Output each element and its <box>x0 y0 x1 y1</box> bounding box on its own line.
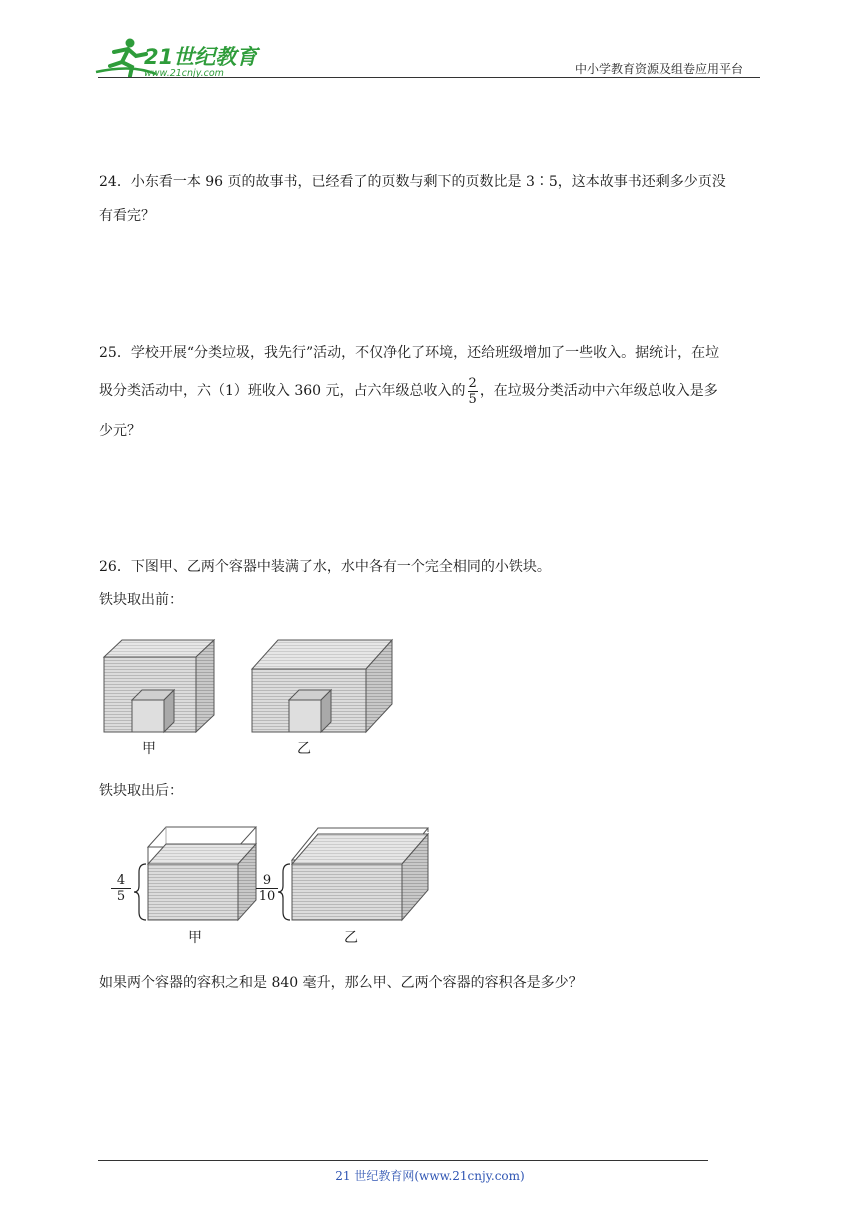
q26-question: 如果两个容器的容积之和是 840 毫升，那么甲、乙两个容器的容积各是多少？ <box>99 975 583 991</box>
q25-fraction-numerator: 2 <box>468 375 477 391</box>
fraction-b-denominator: 10 <box>258 889 276 904</box>
svg-text:21世纪教育: 21世纪教育 <box>144 45 258 69</box>
fraction-b-numerator: 9 <box>256 873 278 889</box>
brace-a <box>134 864 146 920</box>
container-a-after <box>148 827 256 920</box>
container-b-before <box>252 640 392 732</box>
q26-after-label: 铁块取出后： <box>99 783 183 799</box>
q24-line1: 24．小东看一本 96 页的故事书，已经看了的页数与剩下的页数比是 3∶5，这本故事书还剩多少页没 <box>99 174 726 190</box>
fraction-b <box>256 873 278 905</box>
brace-b <box>278 864 290 920</box>
container-a-label-before: 甲 <box>142 741 156 757</box>
header-divider <box>98 77 760 78</box>
q25-fraction-denominator: 5 <box>468 391 477 407</box>
fraction-a <box>111 873 131 905</box>
q25-line3: 少元？ <box>99 423 141 439</box>
header-platform-text: 中小学教育资源及组卷应用平台 <box>575 62 744 76</box>
q25-line2-text-a: 圾分类活动中，六（1）班收入 360 元，占六年级总收入的 <box>99 383 466 399</box>
fraction-a-numerator: 4 <box>111 873 131 889</box>
q25-fraction <box>468 376 478 407</box>
container-b-label-after: 乙 <box>344 930 358 946</box>
footer-divider <box>98 1160 708 1161</box>
q25-line2-text-b: ，在垃圾分类活动中六年级总收入是多 <box>479 383 718 399</box>
iron-cube-a <box>132 690 174 732</box>
fraction-a-denominator: 5 <box>116 889 126 904</box>
q25-line2 <box>99 374 718 408</box>
svg-text:www.21cnjy.com: www.21cnjy.com <box>144 68 224 79</box>
footer-link[interactable]: 21 世纪教育网(www.21cnjy.com) <box>335 1169 525 1183</box>
q26-before-label: 铁块取出前： <box>99 592 183 608</box>
container-a-before <box>104 640 214 732</box>
container-b-label-before: 乙 <box>297 741 311 757</box>
q25-line1: 25．学校开展“分类垃圾，我先行”活动，不仅净化了环境，还给班级增加了一些收入。据统计，在垃 <box>99 345 720 361</box>
site-logo <box>92 36 262 80</box>
container-b-after <box>292 828 428 920</box>
q24-line2: 有看完？ <box>99 208 155 224</box>
container-a-label-after: 甲 <box>188 930 202 946</box>
iron-cube-b <box>289 690 331 732</box>
q26-line1: 26．下图甲、乙两个容器中装满了水，水中各有一个完全相同的小铁块。 <box>99 559 551 575</box>
